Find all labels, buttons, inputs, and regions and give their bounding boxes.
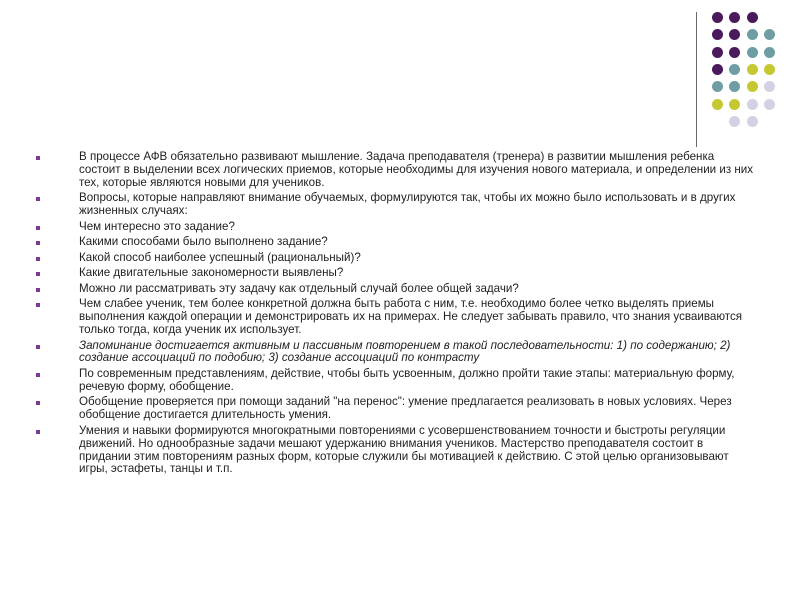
list-item-text: Запоминание достигается активным и пассивным повторением в такой последовательности: 1) по содержанию; 2) создание ассоциаций по подобию; 3) создание ассоциаций по контрасту [79,338,731,365]
decorative-dot [764,29,775,40]
list-item [36,192,756,218]
list-item [36,252,756,265]
list-item-text: Обобщение проверяется при помощи заданий "на перенос": умение предлагается реализовать в новых условиях. Через обобщение достигается длительность умения. [79,395,732,422]
decorative-dot [764,81,775,92]
decorative-dot [729,81,740,92]
bullet-icon [36,226,40,230]
bullet-icon [36,345,40,349]
bullet-icon [36,288,40,292]
list-item-text: Чем слабее ученик, тем более конкретной должна быть работа с ним, т.е. необходимо более четко выделять приемы выполнения каждой операции и демонстрировать их на примерах. Не следует забывать правило, что знания усваиваются только тогда, когда ученик их использует. [79,297,743,337]
list-item [36,236,756,249]
list-item-text: Чем интересно это задание? [79,219,235,233]
list-item-text: Какие двигательные закономерности выявлены? [79,266,344,280]
decorative-dot [729,64,740,75]
bullet-icon [36,303,40,307]
decorative-dot [747,81,758,92]
decorative-dot [747,64,758,75]
list-item [36,396,756,422]
decorative-dot [764,99,775,110]
decorative-dot [712,99,723,110]
list-item-text: По современным представлениям, действие, чтобы быть усвоенным, должно пройти такие этапы: материальную форму, речевую форму, обобщение. [79,366,735,393]
decorative-dot [747,116,758,127]
list-item [36,283,756,296]
bullet-icon [36,156,40,160]
bullet-icon [36,257,40,261]
decorative-dot [764,47,775,58]
decorative-dot [712,47,723,58]
list-item-text: Какими способами было выполнено задание? [79,235,328,249]
list-item-text: Какой способ наиболее успешный (рациональный)? [79,250,361,264]
decorative-dot [747,29,758,40]
list-item [36,298,756,337]
list-item [36,151,756,190]
decorative-dot [729,29,740,40]
bullet-icon [36,241,40,245]
bullet-list [36,151,756,479]
decorative-dot [729,116,740,127]
list-item [36,340,756,366]
decorative-dot-grid [0,0,800,150]
decorative-dot [747,47,758,58]
list-item [36,267,756,280]
list-item [36,221,756,234]
decorative-dot [729,47,740,58]
decorative-dot [764,64,775,75]
decorative-dot [712,81,723,92]
decorative-dot [712,29,723,40]
list-item-text: В процессе АФВ обязательно развивают мышление. Задача преподавателя (тренера) в развитии мышления ребенка состоит в выделении всех логических приемов, которые необходимы для изучения нового материала, и определении из них тех, которые являются новыми для учеников. [79,150,754,189]
decorative-dot [729,99,740,110]
list-item-text: Умения и навыки формируются многократными повторениями с усовершенствованием точности и быстроты регуляции движений. Но однообразные задачи мешают удержанию внимания учеников. Мастерство преподавателя состоит в придании этим повторениям разных форм, которые служили бы мотивацией к действию. С этой целью организовывают игры, эстафеты, танцы и т.п. [79,423,729,476]
decorative-dot [712,64,723,75]
bullet-icon [36,401,40,405]
list-item-text: Можно ли рассматривать эту задачу как отдельный случай более общей задачи? [79,281,519,295]
decorative-dot [747,99,758,110]
decorative-dot [747,12,758,23]
bullet-icon [36,197,40,201]
bullet-icon [36,430,40,434]
bullet-icon [36,373,40,377]
decorative-dot [712,12,723,23]
bullet-icon [36,272,40,276]
list-item [36,368,756,394]
list-item [36,425,756,477]
decorative-dot [729,12,740,23]
list-item-text: Вопросы, которые направляют внимание обучаемых, формулируются так, чтобы их можно было использовать и в других жизненных случаях: [79,191,736,218]
